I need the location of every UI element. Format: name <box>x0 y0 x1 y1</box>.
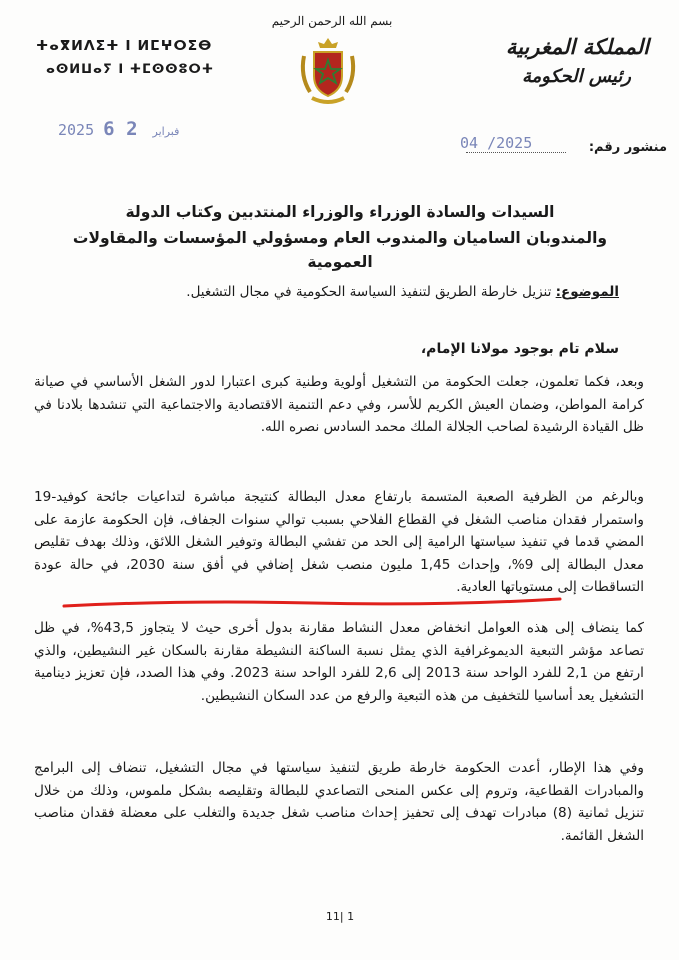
date-stamp-year: 2025 <box>58 121 95 139</box>
body-paragraph: وبعد، فكما تعلمون، جعلت الحكومة من التشغيل أولوية وطنية كبرى اعتبارا لدور الشغل الأساسي في صيانة كرامة المواطن، وضمان العيش الكريم للأسر، وفي دعم التنمية الاقتصادية والاجتماعية التي تنشدها بلادنا في ظل القيادة الرشيدة لصاحب الجلالة الملك محمد السادس نصره الله. <box>34 374 644 436</box>
coat-of-arms-icon <box>296 36 360 108</box>
body-paragraph: كما ينضاف إلى هذه العوامل انخفاض معدل النشاط مقارنة بدول أخرى حيث لا يتجاوز 43,5%، في ظل تصاعد مؤشر التبعية الديموغرافية الذي يمثل نسبة الساكنة النشيطة مقارنة بالسكان غير النشيطين، والذي ارتفع من 2,1 للفرد الواحد سنة 2013 إلى 2,6 للفرد الواحد سنة 2023. وفي هذا الصدد، فإن تعزيز دينامية التشغيل يعد أساسيا للتخفيف من هذه التبعية والرفع من عدد السكان النشيطين. <box>34 620 645 704</box>
date-stamp <box>58 118 185 140</box>
addressee-line2: والمندوبان الساميان والمندوب العام ومسؤولي المؤسسات والمقاولات العمومية <box>72 229 608 271</box>
addressee-line1: السيدات والسادة الوزراء والوزراء المنتدبين وكتاب الدولة <box>125 203 555 221</box>
tifinagh-header-line2: ⴰⵙⵍⵡⴰⵢ ⵏ ⵜⵎⵙⵙⵓⵔⵜ <box>46 62 215 77</box>
circular-number-label: منشور رقم: <box>588 140 667 155</box>
kingdom-title: المملكة المغربية <box>505 34 649 59</box>
circular-number-dotted-line <box>466 152 566 153</box>
date-stamp-month: فبراير <box>152 125 180 138</box>
date-stamp-day: 2 6 <box>103 118 138 140</box>
body-paragraph: وبالرغم من الظرفية الصعبة المتسمة بارتفاع معدل البطالة كنتيجة مباشرة لتداعيات جائحة كوفيد-19 واستمرار فقدان مناصب الشغل في القطاع الفلاحي بسبب توالي سنوات الجفاف، فإن الحكومة عازمة على المضي قدما في تنفيذ سياستها الرامية إلى الحد من تفشي البطالة وتوفير الشغل اللائق، وذلك بهدف تقليص معدل البطالة إلى 9%، وإحداث 1,45 مليون منصب شغل إضافي في أفق سنة 2030، في حالة عودة التساقطات إلى مستوياتها العادية. <box>34 489 645 596</box>
basmala: بسم الله الرحمن الرحيم <box>271 14 393 28</box>
subject <box>59 284 619 300</box>
subject-label: الموضوع: <box>555 284 619 300</box>
page-number: 11| 1 <box>325 910 355 923</box>
subject-text: تنزيل خارطة الطريق لتنفيذ السياسة الحكومية في مجال التشغيل. <box>186 284 556 300</box>
greeting: سلام تام بوجود مولانا الإمام، <box>420 341 619 357</box>
circular-number-stamp: 04 /2025 <box>460 134 533 152</box>
red-handwritten-underline <box>62 596 562 610</box>
tifinagh-header-line1: ⵜⴰⴳⵍⴷⵉⵜ ⵏ ⵍⵎⵖⵔⵉⴱ <box>36 38 213 54</box>
head-of-government-title: رئيس الحكومة <box>522 66 631 87</box>
body-paragraph: وفي هذا الإطار، أعدت الحكومة خارطة طريق لتنفيذ سياستها في مجال التشغيل، تنضاف إلى البرامج والمبادرات القطاعية، وتروم إلى عكس المنحى التصاعدي للبطالة وتقليصه بشكل ملموس، وذلك من خلال تنزيل ثمانية (8) مبادرات تهدف إلى تحفيز إحداث مناصب شغل جديدة والتغلب على معضلة فقدان مناصب الشغل القائمة. <box>34 760 644 844</box>
